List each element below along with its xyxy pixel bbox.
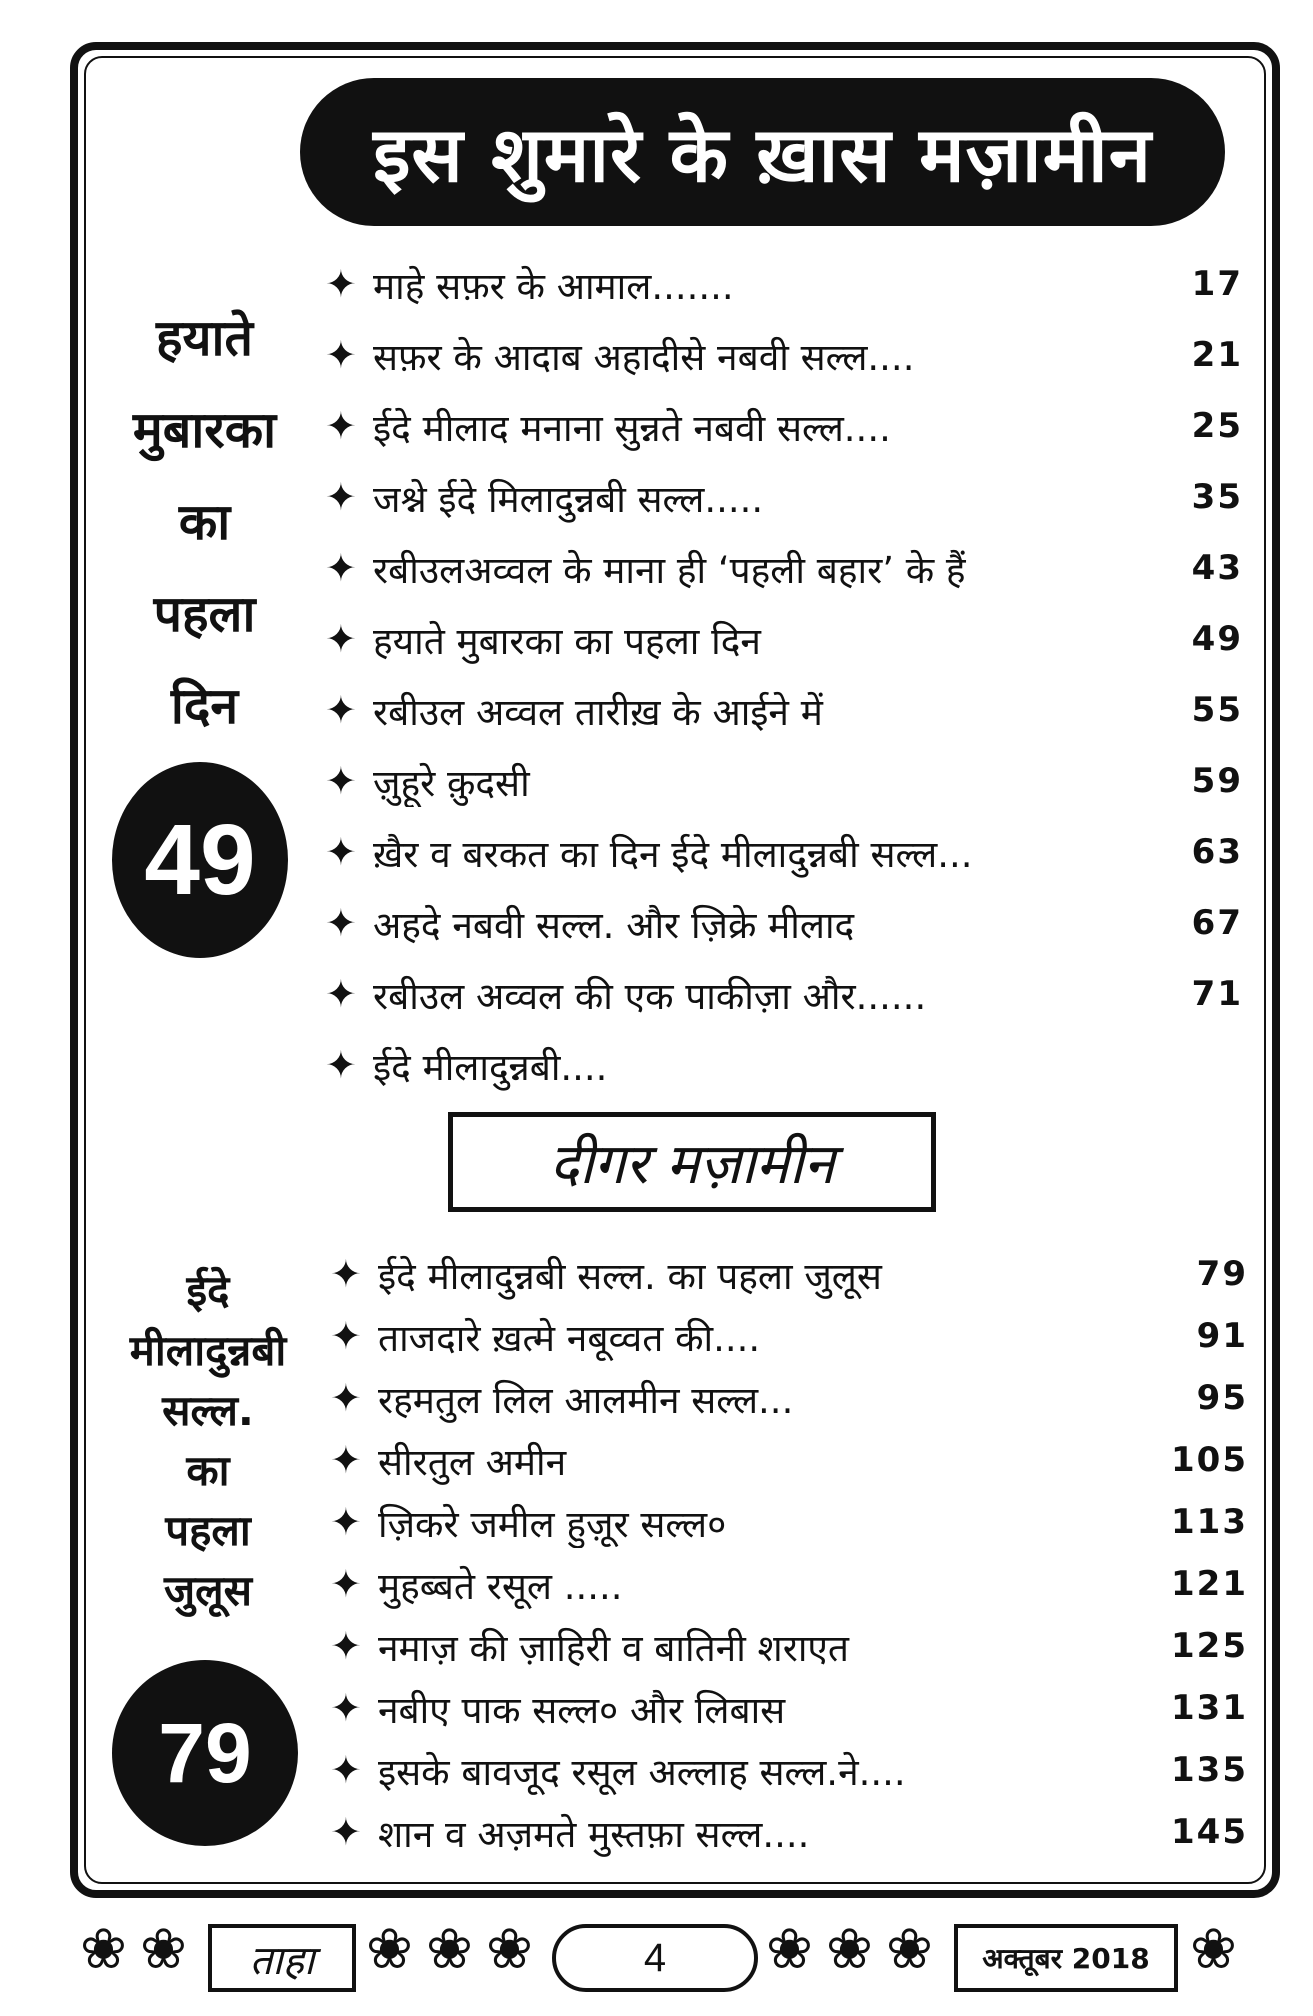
toc-item[interactable] xyxy=(330,1740,1248,1800)
toc-item-title: जश्ने ईदे मिलादुन्नबी सल्ल..... xyxy=(373,477,764,521)
four-point-star-icon: ✦ xyxy=(325,1043,357,1087)
toc-item-page: 91 xyxy=(1196,1316,1248,1356)
four-point-star-icon: ✦ xyxy=(330,1438,362,1482)
toc-item-title: माहे सफ़र के आमाल....... xyxy=(373,264,734,308)
toc-item-page: 63 xyxy=(1191,832,1243,872)
toc-item-page: 59 xyxy=(1191,761,1243,801)
toc-item-page: 21 xyxy=(1191,335,1243,375)
toc-item[interactable] xyxy=(330,1244,1248,1304)
side-label-line: सल्ल. xyxy=(162,1386,254,1435)
toc-item[interactable] xyxy=(330,1368,1248,1428)
four-point-star-icon: ✦ xyxy=(325,262,357,306)
toc-item-page: 95 xyxy=(1196,1378,1248,1418)
section-heading-box xyxy=(448,1112,936,1212)
toc-item-page: 49 xyxy=(1191,619,1243,659)
side-label-line: दिन xyxy=(170,677,239,735)
four-point-star-icon: ✦ xyxy=(325,333,357,377)
toc-item-title: रबीउलअव्वल के माना ही ‘पहली बहार’ के हैं xyxy=(373,548,966,592)
toc-item-page: 131 xyxy=(1171,1688,1248,1728)
side-label-line: का xyxy=(178,493,231,551)
side-label-line: हयाते xyxy=(156,309,253,367)
page-title-banner xyxy=(300,78,1225,226)
four-point-star-icon: ✦ xyxy=(330,1748,362,1792)
flower-icon: ❀ xyxy=(366,1917,413,1982)
toc-item-title: मुहब्बते रसूल ..... xyxy=(378,1564,623,1608)
four-point-star-icon: ✦ xyxy=(330,1500,362,1544)
toc-item[interactable] xyxy=(330,1616,1248,1676)
toc-item-title: सीरतुल अमीन xyxy=(378,1440,567,1484)
side-label-line: जुलूस xyxy=(163,1566,253,1615)
four-point-star-icon: ✦ xyxy=(325,688,357,732)
four-point-star-icon: ✦ xyxy=(325,759,357,803)
four-point-star-icon: ✦ xyxy=(325,901,357,945)
toc-item[interactable] xyxy=(325,822,1243,882)
toc-item-title: हयाते मुबारका का पहला दिन xyxy=(373,619,761,663)
toc-item[interactable] xyxy=(325,467,1243,527)
other-side-label xyxy=(92,1266,324,1626)
section-heading: दीगर मज़ामीन xyxy=(549,1132,835,1197)
toc-item[interactable] xyxy=(325,680,1243,740)
toc-item[interactable] xyxy=(325,538,1243,598)
four-point-star-icon: ✦ xyxy=(325,830,357,874)
toc-item[interactable] xyxy=(330,1802,1248,1862)
toc-item-title: ज़िकरे जमील हुज़ूर सल्ल० xyxy=(378,1502,727,1546)
toc-item[interactable] xyxy=(330,1430,1248,1490)
other-page-badge xyxy=(112,1660,298,1846)
toc-item-page: 105 xyxy=(1171,1440,1248,1480)
toc-item-page: 35 xyxy=(1191,477,1243,517)
toc-item-title: सफ़र के आदाब अहादीसे नबवी सल्ल.... xyxy=(373,335,915,379)
featured-badge-number: 49 xyxy=(144,803,256,916)
flower-icon: ❀ xyxy=(486,1917,533,1982)
toc-item-page: 67 xyxy=(1191,903,1243,943)
flower-icon: ❀ xyxy=(140,1917,187,1982)
side-label-line: मीलादुन्नबी xyxy=(129,1326,287,1375)
four-point-star-icon: ✦ xyxy=(330,1314,362,1358)
toc-item[interactable] xyxy=(325,751,1243,811)
four-point-star-icon: ✦ xyxy=(325,972,357,1016)
toc-item-page: 17 xyxy=(1191,264,1243,304)
toc-item[interactable] xyxy=(330,1306,1248,1366)
toc-item[interactable] xyxy=(325,964,1243,1024)
flower-icon: ❀ xyxy=(1190,1917,1237,1982)
toc-item-title: रबीउल अव्वल तारीख़ के आईने में xyxy=(373,690,823,734)
toc-item-title: अहदे नबवी सल्ल. और ज़िक्रे मीलाद xyxy=(373,903,855,947)
toc-item-page: 55 xyxy=(1191,690,1243,730)
flower-icon: ❀ xyxy=(80,1917,127,1982)
flower-icon: ❀ xyxy=(766,1917,813,1982)
toc-item-title: ईदे मीलाद मनाना सुन्नते नबवी सल्ल.... xyxy=(373,406,891,450)
toc-item[interactable] xyxy=(325,1035,1243,1095)
side-label-line: मुबारका xyxy=(132,401,277,459)
side-label-line: का xyxy=(186,1446,230,1495)
toc-item-page: 125 xyxy=(1171,1626,1248,1666)
four-point-star-icon: ✦ xyxy=(330,1810,362,1854)
toc-item[interactable] xyxy=(325,396,1243,456)
page-number: 4 xyxy=(643,1935,667,1980)
four-point-star-icon: ✦ xyxy=(330,1686,362,1730)
other-badge-number: 79 xyxy=(158,1705,252,1800)
toc-item-page: 43 xyxy=(1191,548,1243,588)
featured-page-badge xyxy=(112,762,288,958)
magazine-name: ताहा xyxy=(249,1937,315,1984)
side-label-line: ईदे xyxy=(186,1266,230,1315)
toc-item-title: इसके बावजूद रसूल अल्लाह सल्ल.ने.... xyxy=(378,1750,906,1794)
toc-item-page: 145 xyxy=(1171,1812,1248,1852)
side-label-line: पहला xyxy=(153,585,256,643)
four-point-star-icon: ✦ xyxy=(330,1624,362,1668)
toc-item-page: 135 xyxy=(1171,1750,1248,1790)
toc-item[interactable] xyxy=(325,609,1243,669)
toc-item-title: नमाज़ की ज़ाहिरी व बातिनी शराएत xyxy=(378,1626,849,1670)
page-number-oval xyxy=(552,1924,758,1992)
toc-item[interactable] xyxy=(330,1678,1248,1738)
issue-date: अक्तूबर 2018 xyxy=(982,1942,1150,1975)
toc-item-title: ईदे मीलादुन्नबी सल्ल. का पहला जुलूस xyxy=(378,1254,882,1298)
toc-item-page: 71 xyxy=(1191,974,1243,1014)
toc-item-title: ख़ैर व बरकत का दिन ईदे मीलादुन्नबी सल्ल... xyxy=(373,832,973,876)
side-label-line: पहला xyxy=(165,1506,251,1555)
toc-item-title: शान व अज़मते मुस्तफ़ा सल्ल.... xyxy=(378,1812,810,1856)
four-point-star-icon: ✦ xyxy=(330,1252,362,1296)
toc-item-page: 121 xyxy=(1171,1564,1248,1604)
issue-date-box xyxy=(954,1924,1178,1992)
toc-item-title: रहमतुल लिल आलमीन सल्ल... xyxy=(378,1378,794,1422)
flower-icon: ❀ xyxy=(426,1917,473,1982)
toc-item-title: नबीए पाक सल्ल० और लिबास xyxy=(378,1688,786,1732)
flower-icon: ❀ xyxy=(826,1917,873,1982)
four-point-star-icon: ✦ xyxy=(325,546,357,590)
toc-item-page: 113 xyxy=(1171,1502,1248,1542)
flower-icon: ❀ xyxy=(886,1917,933,1982)
four-point-star-icon: ✦ xyxy=(330,1376,362,1420)
four-point-star-icon: ✦ xyxy=(325,617,357,661)
toc-item[interactable] xyxy=(330,1492,1248,1552)
four-point-star-icon: ✦ xyxy=(330,1562,362,1606)
toc-item-title: ईदे मीलादुन्नबी.... xyxy=(373,1045,608,1089)
toc-item[interactable] xyxy=(325,254,1243,314)
toc-item[interactable] xyxy=(325,325,1243,385)
toc-item[interactable] xyxy=(330,1554,1248,1614)
magazine-name-box xyxy=(208,1924,356,1992)
toc-item-title: रबीउल अव्वल की एक पाकीज़ा और...... xyxy=(373,974,927,1018)
page-title: इस शुमारे के ख़ास मज़ामीन xyxy=(373,109,1152,199)
toc-item-page: 25 xyxy=(1191,406,1243,446)
toc-item[interactable] xyxy=(325,893,1243,953)
page-footer xyxy=(80,1918,1270,1998)
toc-item-title: ताजदारे ख़त्मे नबूव्वत की.... xyxy=(378,1316,761,1360)
four-point-star-icon: ✦ xyxy=(325,404,357,448)
featured-side-label xyxy=(92,308,317,768)
toc-item-page: 79 xyxy=(1196,1254,1248,1294)
four-point-star-icon: ✦ xyxy=(325,475,357,519)
toc-item-title: ज़ुहूरे क़ुदसी xyxy=(373,761,530,805)
